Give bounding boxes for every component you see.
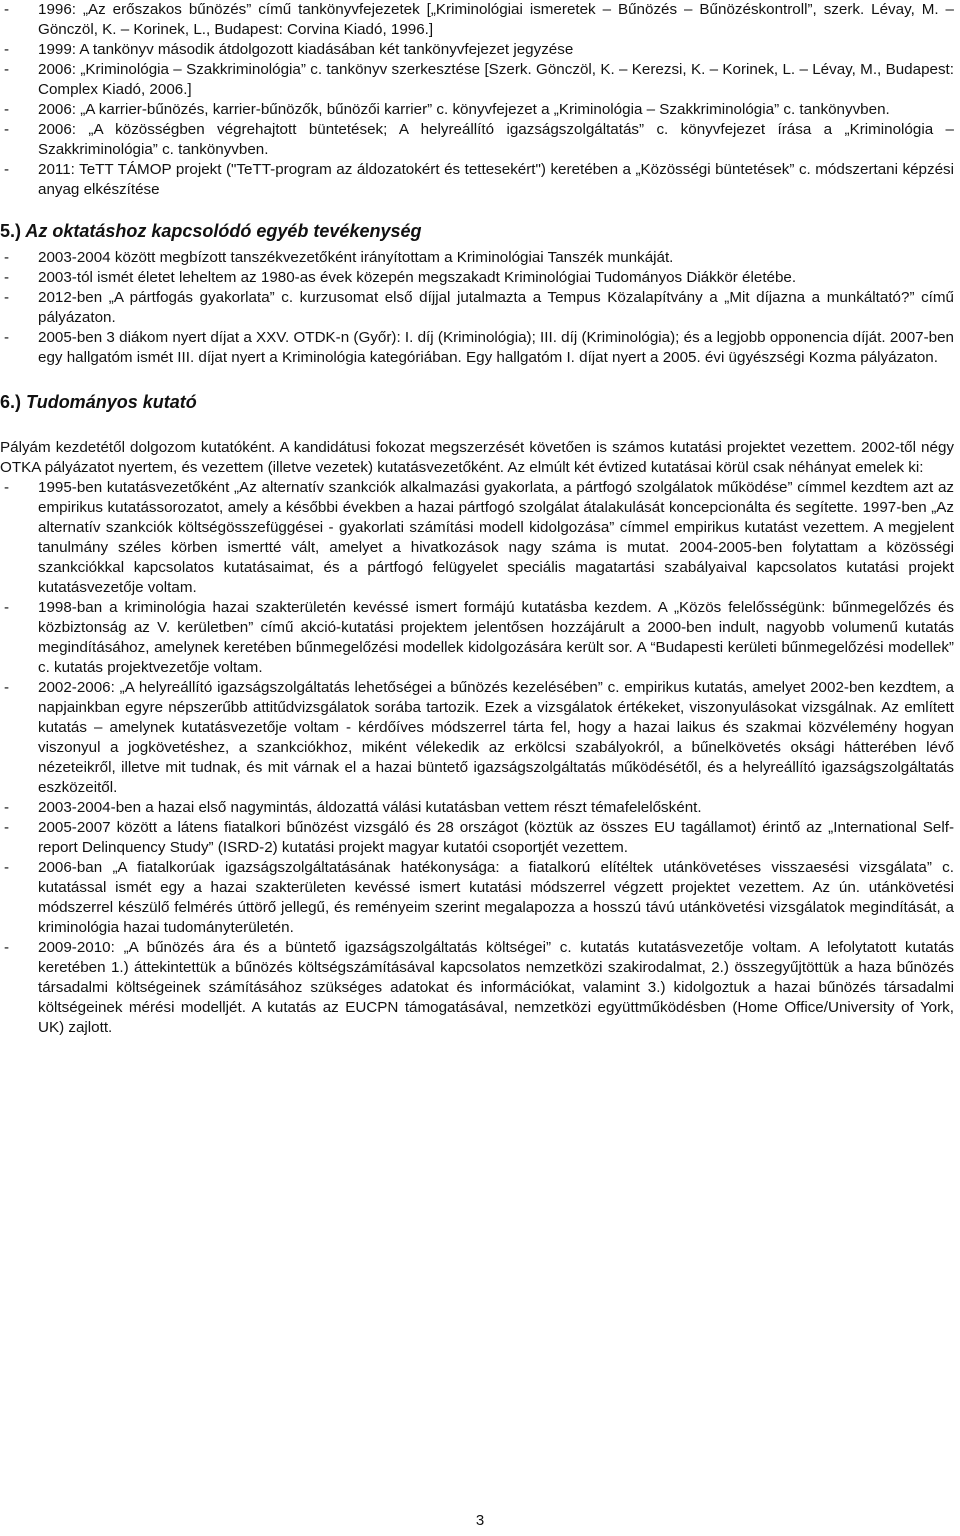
list-item: - 2005-ben 3 diákom nyert díjat a XXV. OTDK-n (Győr): I. díj (Kriminológia); III. díj (Kriminológia); és a legjobb opponencia díját. 2007-ben egy hallgatóm ismét III. díjat nyert a Kriminológia kategóriában. Egy hallgatóm I. díjat nyert a 2005. évi ügyészségi Kozma pályázaton. [0,328,954,368]
section-title: Tudományos kutató [26,392,197,412]
list-item: - 2006-ban „A fiatalkorúak igazságszolgáltatásának hatékonysága: a fiatalkorú elítéltek utánkövetéses visszaesési vizsgálata” c. kutatással ismét egy a hazai szakterületen kevéssé ismert kutatási módszerrel végzett projektet vezettem. Az ún. utánkövetési módszerrel készülő felmérés úttörő jellegű, és reményeim szerint megalapozza a hosszú távú utánkövetési vizsgálatok megindítását, a kriminológia hazai tudományterületén. [0,858,954,938]
list-item: - 2009-2010: „A bűnözés ára és a büntető igazságszolgáltatás költségei” c. kutatás kutatásvezetője voltam. A lefolytatott kutatás keretében 1.) áttekintettük a bűnözés költségszámításával kapcsolatos nemzetközi szakirodalmat, 2.) összegyűjtöttük a haza bűnözés társadalmi költségeinek számításához szükséges adatokat és információkat, valamint 3.) kidolgoztuk a hazai bűnözés társadalmi költségeinek mérési modelljét. A kutatás az EUCPN támogatásával, nemzetközi együttműködésben (Home Office/University of York, UK) zajlott. [0,938,954,1038]
section-6-list [0,478,954,1038]
list-item: - 1995-ben kutatásvezetőként „Az alternatív szankciók alkalmazási gyakorlata, a pártfogó szolgálatok működése” címmel kezdtem azt az empirikus kutatássorozatot, amely a későbbi években a hazai pártfogó szolgálat átalakulását koncepcionálta és segítette. 1997-ben „Az alternatív szankciók költségösszefüggései - gyakorlati számítási modell kidolgozása” címmel empirikus kutatást vezettem. A megjelent tanulmány széles körben ismertté vált, amelyet a hivatkozások nagy száma is mutat. 2004-2005-ben folytattam a közösségi szankciókkal kapcsolatos kutatásaimat, és a pártfogó felügyelet speciális magatartási szabályaival kapcsolatos kutatási projekt kutatásvezetője voltam. [0,478,954,598]
list-item: - 2012-ben „A pártfogás gyakorlata” c. kurzusomat első díjjal jutalmazta a Tempus Közalapítvány a „Mit díjazna a munkáltató?” című pályázaton. [0,288,954,328]
section-number: 6.) [0,392,22,412]
section-title: Az oktatáshoz kapcsolódó egyéb tevékenység [25,221,422,241]
list-item: - 2006: „A karrier-bűnözés, karrier-bűnözők, bűnözői karrier” c. könyvfejezet a „Kriminológia – Szakkriminológia” c. tankönyvben. [0,100,954,120]
list-item: - 2003-2004-ben a hazai első nagymintás, áldozattá válási kutatásban vettem részt témafelelősként. [0,798,954,818]
section-intro: Pályám kezdetétől dolgozom kutatóként. A kandidátusi fokozat megszerzését követően is számos kutatási projektet vezettem. 2002-től négy OTKA pályázatot nyertem, és vezettem (illetve vezetek) kutatásvezetőként. Az elmúlt két évtized kutatásai körül csak néhányat emelek ki: [0,439,954,476]
list-item: - 2002-2006: „A helyreállító igazságszolgáltatás lehetőségei a bűnözés kezelésében” c. empirikus kutatás, amelyet 2002-ben kezdtem, a napjainkban egyre népszerűbb attitűdvizsgálatok sorába tartozik. Ezek a vizsgálatok értékeket, viszonyulásokat vizsgálnak. Az említett kutatás – amelynek kutatásvezetője voltam - kérdőíves módszerrel tárta fel, hogy a hazai laikus és szakmai közvélemény hogyan viszonyul a jogkövetéshez, a szankciókhoz, miként vélekedik az erkölcsi szabályokról, a bűnelkövetés oksági hátterében lévő nézeteikről, illetve mit tudnak, és mit várnak el a hazai büntető igazságszolgáltatás működésétől, és a helyreállító igazságszolgáltatás eszközeitől. [0,678,954,798]
list-item: - 2005-2007 között a látens fiatalkori bűnözést vizsgáló és 28 országot (köztük az összes EU tagállamot) érintő az „International Self-report Delinquency Study” (ISRD-2) kutatási projekt magyar kutatói csoportjét vezettem. [0,818,954,858]
publication-list [0,0,954,200]
section-number: 5.) [0,221,22,241]
list-item: - 1996: „Az erőszakos bűnözés” című tankönyvfejezetek [„Kriminológiai ismeretek – Bűnözés – Bűnözéskontroll”, szerk. Lévay, M. – Gönczöl, K. – Korinek, L., Budapest: Corvina Kiadó, 1996.] [0,0,954,40]
list-item: - 2006: „Kriminológia – Szakkriminológia” c. tankönyv szerkesztése [Szerk. Gönczöl, K. – Kerezsi, K. – Korinek, L. – Lévay, M., Budapest: Complex Kiadó, 2006.] [0,60,954,100]
list-item: - 2003-tól ismét életet leheltem az 1980-as évek közepén megszakadt Kriminológiai Tudományos Diákkör életébe. [0,268,954,288]
page-number: 3 [475,1512,485,1529]
section-heading-5 [0,219,954,243]
list-item: - 1998-ban a kriminológia hazai szakterületén kevéssé ismert formájú kutatásba kezdem. A „Közös felelősségünk: bűnmegelőzés és közbiztonság az V. kerületben” című akció-kutatási projektem jelentősen hozzájárult a 2000-ben indult, nagyobb volumenű kutatás megindításához, amelynek keretében bűnmegelőzési modellek kidolgozására került sor. A “Budapesti kerületi bűnmegelőzési modellek” c. kutatás projektvezetője voltam. [0,598,954,678]
list-item: - 2006: „A közösségben végrehajtott büntetések; A helyreállító igazságszolgáltatás” c. könyvfejezet írása a „Kriminológia – Szakkriminológia” c. tankönyvben. [0,120,954,160]
list-item: - 2003-2004 között megbízott tanszékvezetőként irányítottam a Kriminológiai Tanszék munkáját. [0,248,954,268]
list-item: - 2011: TeTT TÁMOP projekt ("TeTT-program az áldozatokért és tettesekért") keretében a „Közösségi büntetések” c. módszertani képzési anyag elkészítése [0,160,954,200]
list-item: - 1999: A tankönyv második átdolgozott kiadásában két tankönyvfejezet jegyzése [0,40,954,60]
section-heading-6 [0,390,954,414]
section-5-list [0,248,954,368]
